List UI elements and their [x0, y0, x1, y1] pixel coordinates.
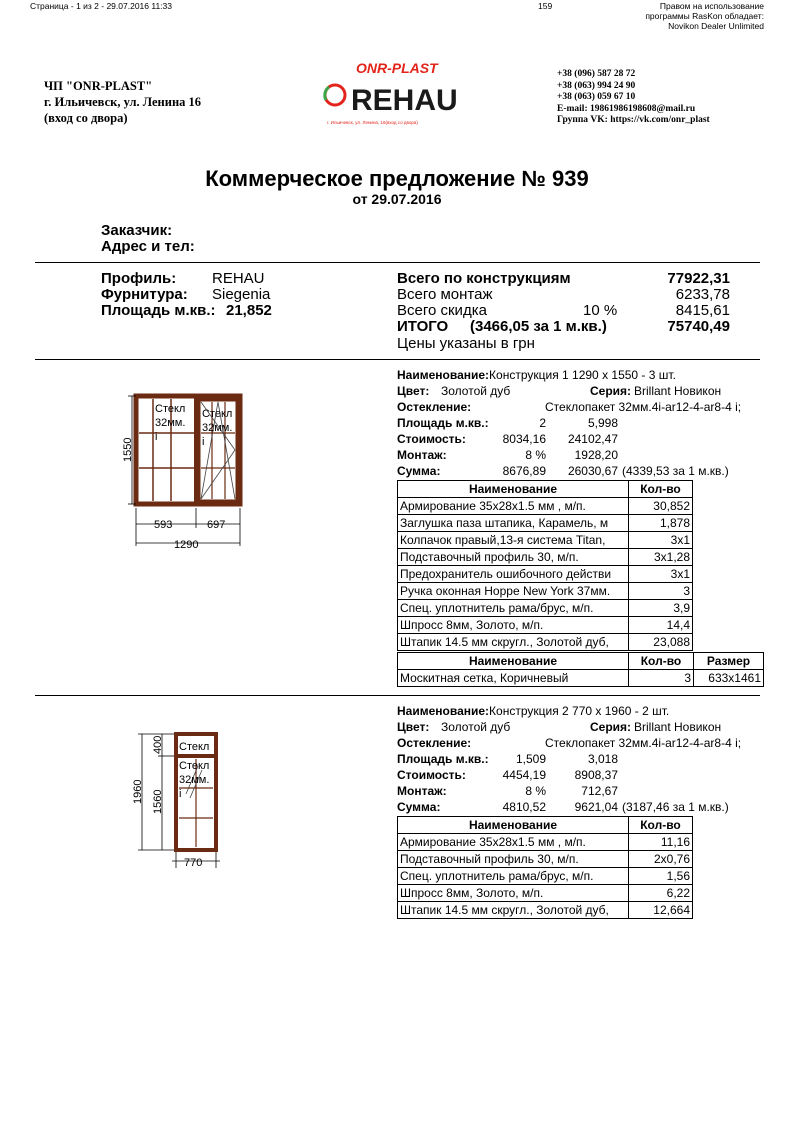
col-size-header: Размер: [694, 653, 764, 670]
c2-glazing-value: Стеклопакет 32мм.4i-ar12-4-ar8-4 i;: [545, 736, 742, 750]
item-name: Колпачок правый,13-я система Titan,: [398, 532, 629, 549]
print-page-number: 159: [538, 1, 553, 11]
item-name: Москитная сетка, Коричневый: [398, 670, 629, 687]
c1-items-table: [397, 480, 693, 651]
c1-color-label: Цвет:: [397, 384, 430, 398]
print-page-info: Страница - 1 из 2 - 29.07.2016 11:33: [30, 1, 172, 11]
c2-sum-per-m2: (3187,46 за 1 м.кв.): [622, 800, 729, 814]
c2-cost-1: 4454,19: [502, 768, 546, 782]
c2-window-drawing: [128, 726, 232, 872]
table-row: [398, 498, 693, 515]
table-row: [398, 532, 693, 549]
item-qty: 1,56: [629, 868, 693, 885]
col-name-header: Наименование: [398, 653, 629, 670]
c1-pane-left-l2: 32мм.: [155, 417, 186, 429]
c2-series-label: Серия:: [590, 720, 632, 734]
item-name: Предохранитель ошибочного действи: [398, 566, 629, 583]
address-label: Адрес и тел:: [101, 238, 195, 255]
c1-name-label: Наименование:: [397, 368, 490, 382]
c2-series-value: Brillant Новикон: [634, 720, 722, 734]
col-name-header: Наименование: [398, 817, 629, 834]
item-name: Шпросс 8мм, Золото, м/п.: [398, 617, 629, 634]
item-name: Армирование 35x28x1.5 мм , м/п.: [398, 498, 629, 515]
c1-series-value: Brillant Новикон: [634, 384, 722, 398]
table-row: [398, 670, 764, 687]
logo-brand: REHAU: [351, 84, 458, 117]
grand-total-label: ИТОГО: [397, 318, 449, 335]
table-row: [398, 902, 693, 919]
table-row: [398, 549, 693, 566]
company-entrance-note: (вход со двора): [44, 111, 128, 125]
contact-email: E-mail: 19861986198608@mail.ru: [557, 103, 696, 114]
c1-pane-right-l3: i: [202, 436, 205, 448]
discount-value: 8415,61: [675, 302, 730, 319]
installation-label: Всего монтаж: [397, 286, 493, 303]
c2-pane-bottom-l3: i: [179, 788, 182, 800]
c1-sum-2: 26030,67: [567, 464, 618, 478]
table-row: [398, 868, 693, 885]
c1-glazing-value: Стеклопакет 32мм.4i-ar12-4-ar8-4 i;: [545, 400, 742, 414]
c2-name-label: Наименование:: [397, 704, 490, 718]
c1-dim-right-width: 697: [207, 519, 226, 531]
item-qty: 6,22: [629, 885, 693, 902]
item-qty: 14,4: [629, 617, 693, 634]
installation-value: 6233,78: [675, 286, 730, 303]
c1-area-1: 2: [539, 416, 546, 430]
c2-items-table: [397, 816, 693, 919]
item-qty: 3: [629, 583, 693, 600]
c2-dim-width: 770: [184, 857, 203, 869]
c1-dim-height: 1550: [122, 437, 134, 462]
table-row: [398, 600, 693, 617]
item-name: Штапик 14.5 мм скругл., Золотой дуб,: [398, 902, 629, 919]
c1-sum-label: Сумма:: [397, 464, 441, 478]
table-header-row: [398, 653, 764, 670]
c1-color-value: Золотой дуб: [441, 384, 511, 398]
company-logo: [313, 60, 483, 130]
document-date: от 29.07.2016: [352, 191, 442, 207]
c2-install-2: 712,67: [581, 784, 618, 798]
profile-value: REHAU: [212, 270, 265, 287]
contact-phone-2: +38 (063) 994 24 90: [557, 80, 636, 91]
c2-area-2: 3,018: [587, 752, 618, 766]
col-qty-header: Кол-во: [629, 481, 693, 498]
c1-glazing-label: Остекление:: [397, 400, 472, 414]
c2-glazing-label: Остекление:: [397, 736, 472, 750]
contact-phone-1: +38 (096) 587 28 72: [557, 69, 636, 79]
c2-name-value: Конструкция 2 770 x 1960 - 2 шт.: [489, 704, 670, 718]
c1-cost-2: 24102,47: [567, 432, 618, 446]
discount-percent: 10 %: [583, 302, 618, 319]
divider: [35, 359, 760, 360]
contact-phone-3: +38 (063) 059 67 10: [557, 92, 636, 102]
license-line: программы RasKon обладает:: [645, 11, 764, 21]
item-qty: 3x1: [629, 532, 693, 549]
license-note: [620, 1, 764, 31]
c2-dim-bottom-height: 1560: [152, 789, 164, 814]
grand-total-per-m2: (3466,05 за 1 м.кв.): [470, 318, 607, 335]
c1-install-1: 8 %: [525, 448, 546, 462]
table-row: [398, 515, 693, 532]
table-header-row: [398, 481, 693, 498]
fittings-value: Siegenia: [212, 286, 271, 303]
fittings-label: Фурнитура:: [101, 286, 188, 303]
c1-extra-table: [397, 652, 764, 687]
profile-label: Профиль:: [101, 270, 177, 287]
logo-caption: г. Ильичевск, ул. Ленина, 16(вход со двора): [327, 120, 418, 125]
logo-top-text: ONR-PLAST: [356, 60, 438, 76]
currency-note: Цены указаны в грн: [397, 335, 535, 352]
table-row: [398, 583, 693, 600]
company-name: ЧП "ONR-PLAST": [44, 79, 153, 93]
c1-pane-left-l1: Стекл: [155, 403, 186, 415]
c1-pane-left-l3: i: [155, 431, 158, 443]
item-name: Ручка оконная Hoppe New York 37мм.: [398, 583, 629, 600]
item-qty: 30,852: [629, 498, 693, 515]
c2-cost-2: 8908,37: [574, 768, 618, 782]
item-qty: 1,878: [629, 515, 693, 532]
c2-install-label: Монтаж:: [397, 784, 447, 798]
item-qty: 11,16: [629, 834, 693, 851]
contact-vk: Группа VK: https://vk.com/onr_plast: [557, 115, 710, 125]
table-header-row: [398, 817, 693, 834]
c1-install-2: 1928,20: [574, 448, 618, 462]
col-qty-header: Кол-во: [629, 653, 694, 670]
c1-sum-per-m2: (4339,53 за 1 м.кв.): [622, 464, 729, 478]
item-qty: 3: [629, 670, 694, 687]
grand-total-value: 75740,49: [667, 318, 730, 335]
company-block: [44, 78, 201, 126]
c2-sum-2: 9621,04: [574, 800, 618, 814]
col-name-header: Наименование: [398, 481, 629, 498]
item-name: Подставочный профиль 30, м/п.: [398, 549, 629, 566]
c2-pane-bottom-l2: 32мм.: [179, 774, 210, 786]
area-value: 21,852: [226, 302, 272, 319]
c2-cost-label: Стоимость:: [397, 768, 466, 782]
c1-spec: [397, 367, 676, 383]
c1-sum-1: 8676,89: [502, 464, 546, 478]
contacts-block: [557, 69, 710, 127]
area-label: Площадь м.кв.:: [101, 302, 216, 319]
c2-pane-top: Стекл: [179, 741, 210, 753]
customer-label: Заказчик:: [101, 222, 173, 239]
table-row: [398, 634, 693, 651]
c1-series-label: Серия:: [590, 384, 632, 398]
discount-label: Всего скидка: [397, 302, 487, 319]
table-row: [398, 851, 693, 868]
item-qty: 3x1: [629, 566, 693, 583]
c2-color-value: Золотой дуб: [441, 720, 511, 734]
item-qty: 3x1,28: [629, 549, 693, 566]
item-name: Спец. уплотнитель рама/брус, м/п.: [398, 868, 629, 885]
c1-install-label: Монтаж:: [397, 448, 447, 462]
c1-cost-label: Стоимость:: [397, 432, 466, 446]
total-constructions-label: Всего по конструкциям: [397, 270, 571, 287]
logo-graphic: [313, 60, 483, 130]
c1-pane-right-l2: 32мм.: [202, 422, 233, 434]
table-row: [398, 617, 693, 634]
c2-color-label: Цвет:: [397, 720, 430, 734]
item-name: Шпросс 8мм, Золото, м/п.: [398, 885, 629, 902]
c1-window-drawing: [118, 388, 250, 556]
c2-pane-bottom-l1: Стекл: [179, 760, 210, 772]
item-qty: 23,088: [629, 634, 693, 651]
document-title: Коммерческое предложение № 939: [205, 166, 589, 191]
item-qty: 3,9: [629, 600, 693, 617]
c2-sum-label: Сумма:: [397, 800, 441, 814]
table-row: [398, 566, 693, 583]
table-row: [398, 834, 693, 851]
c2-install-1: 8 %: [525, 784, 546, 798]
c2-sum-1: 4810,52: [502, 800, 546, 814]
c1-area-label: Площадь м.кв.:: [397, 416, 489, 430]
c2-dim-top-height: 400: [152, 735, 164, 754]
col-qty-header: Кол-во: [629, 817, 693, 834]
item-name: Спец. уплотнитель рама/брус, м/п.: [398, 600, 629, 617]
c2-area-1: 1,509: [515, 752, 546, 766]
c2-area-label: Площадь м.кв.:: [397, 752, 489, 766]
c2-spec: [397, 703, 669, 719]
c1-name-value: Конструкция 1 1290 x 1550 - 3 шт.: [489, 368, 676, 382]
c1-dim-width: 1290: [174, 539, 199, 551]
total-constructions-value: 77922,31: [667, 270, 730, 287]
c1-pane-right-l1: Стекл: [202, 408, 233, 420]
item-qty: 2x0,76: [629, 851, 693, 868]
item-name: Армирование 35x28x1.5 мм , м/п.: [398, 834, 629, 851]
c1-dim-left-width: 593: [154, 519, 173, 531]
c1-cost-1: 8034,16: [502, 432, 546, 446]
item-size: 633x1461: [694, 670, 764, 687]
company-address: г. Ильичевск, ул. Ленина 16: [44, 95, 202, 109]
item-name: Штапик 14.5 мм скругл., Золотой дуб,: [398, 634, 629, 651]
c2-dim-height: 1960: [132, 779, 144, 804]
divider: [35, 262, 760, 263]
c1-area-2: 5,998: [587, 416, 618, 430]
item-name: Подставочный профиль 30, м/п.: [398, 851, 629, 868]
license-line: Правом на использование: [659, 1, 764, 11]
license-line: Novikon Dealer Unlimited: [668, 21, 764, 31]
item-qty: 12,664: [629, 902, 693, 919]
table-row: [398, 885, 693, 902]
divider: [35, 695, 760, 696]
item-name: Заглушка паза штапика, Карамель, м: [398, 515, 629, 532]
